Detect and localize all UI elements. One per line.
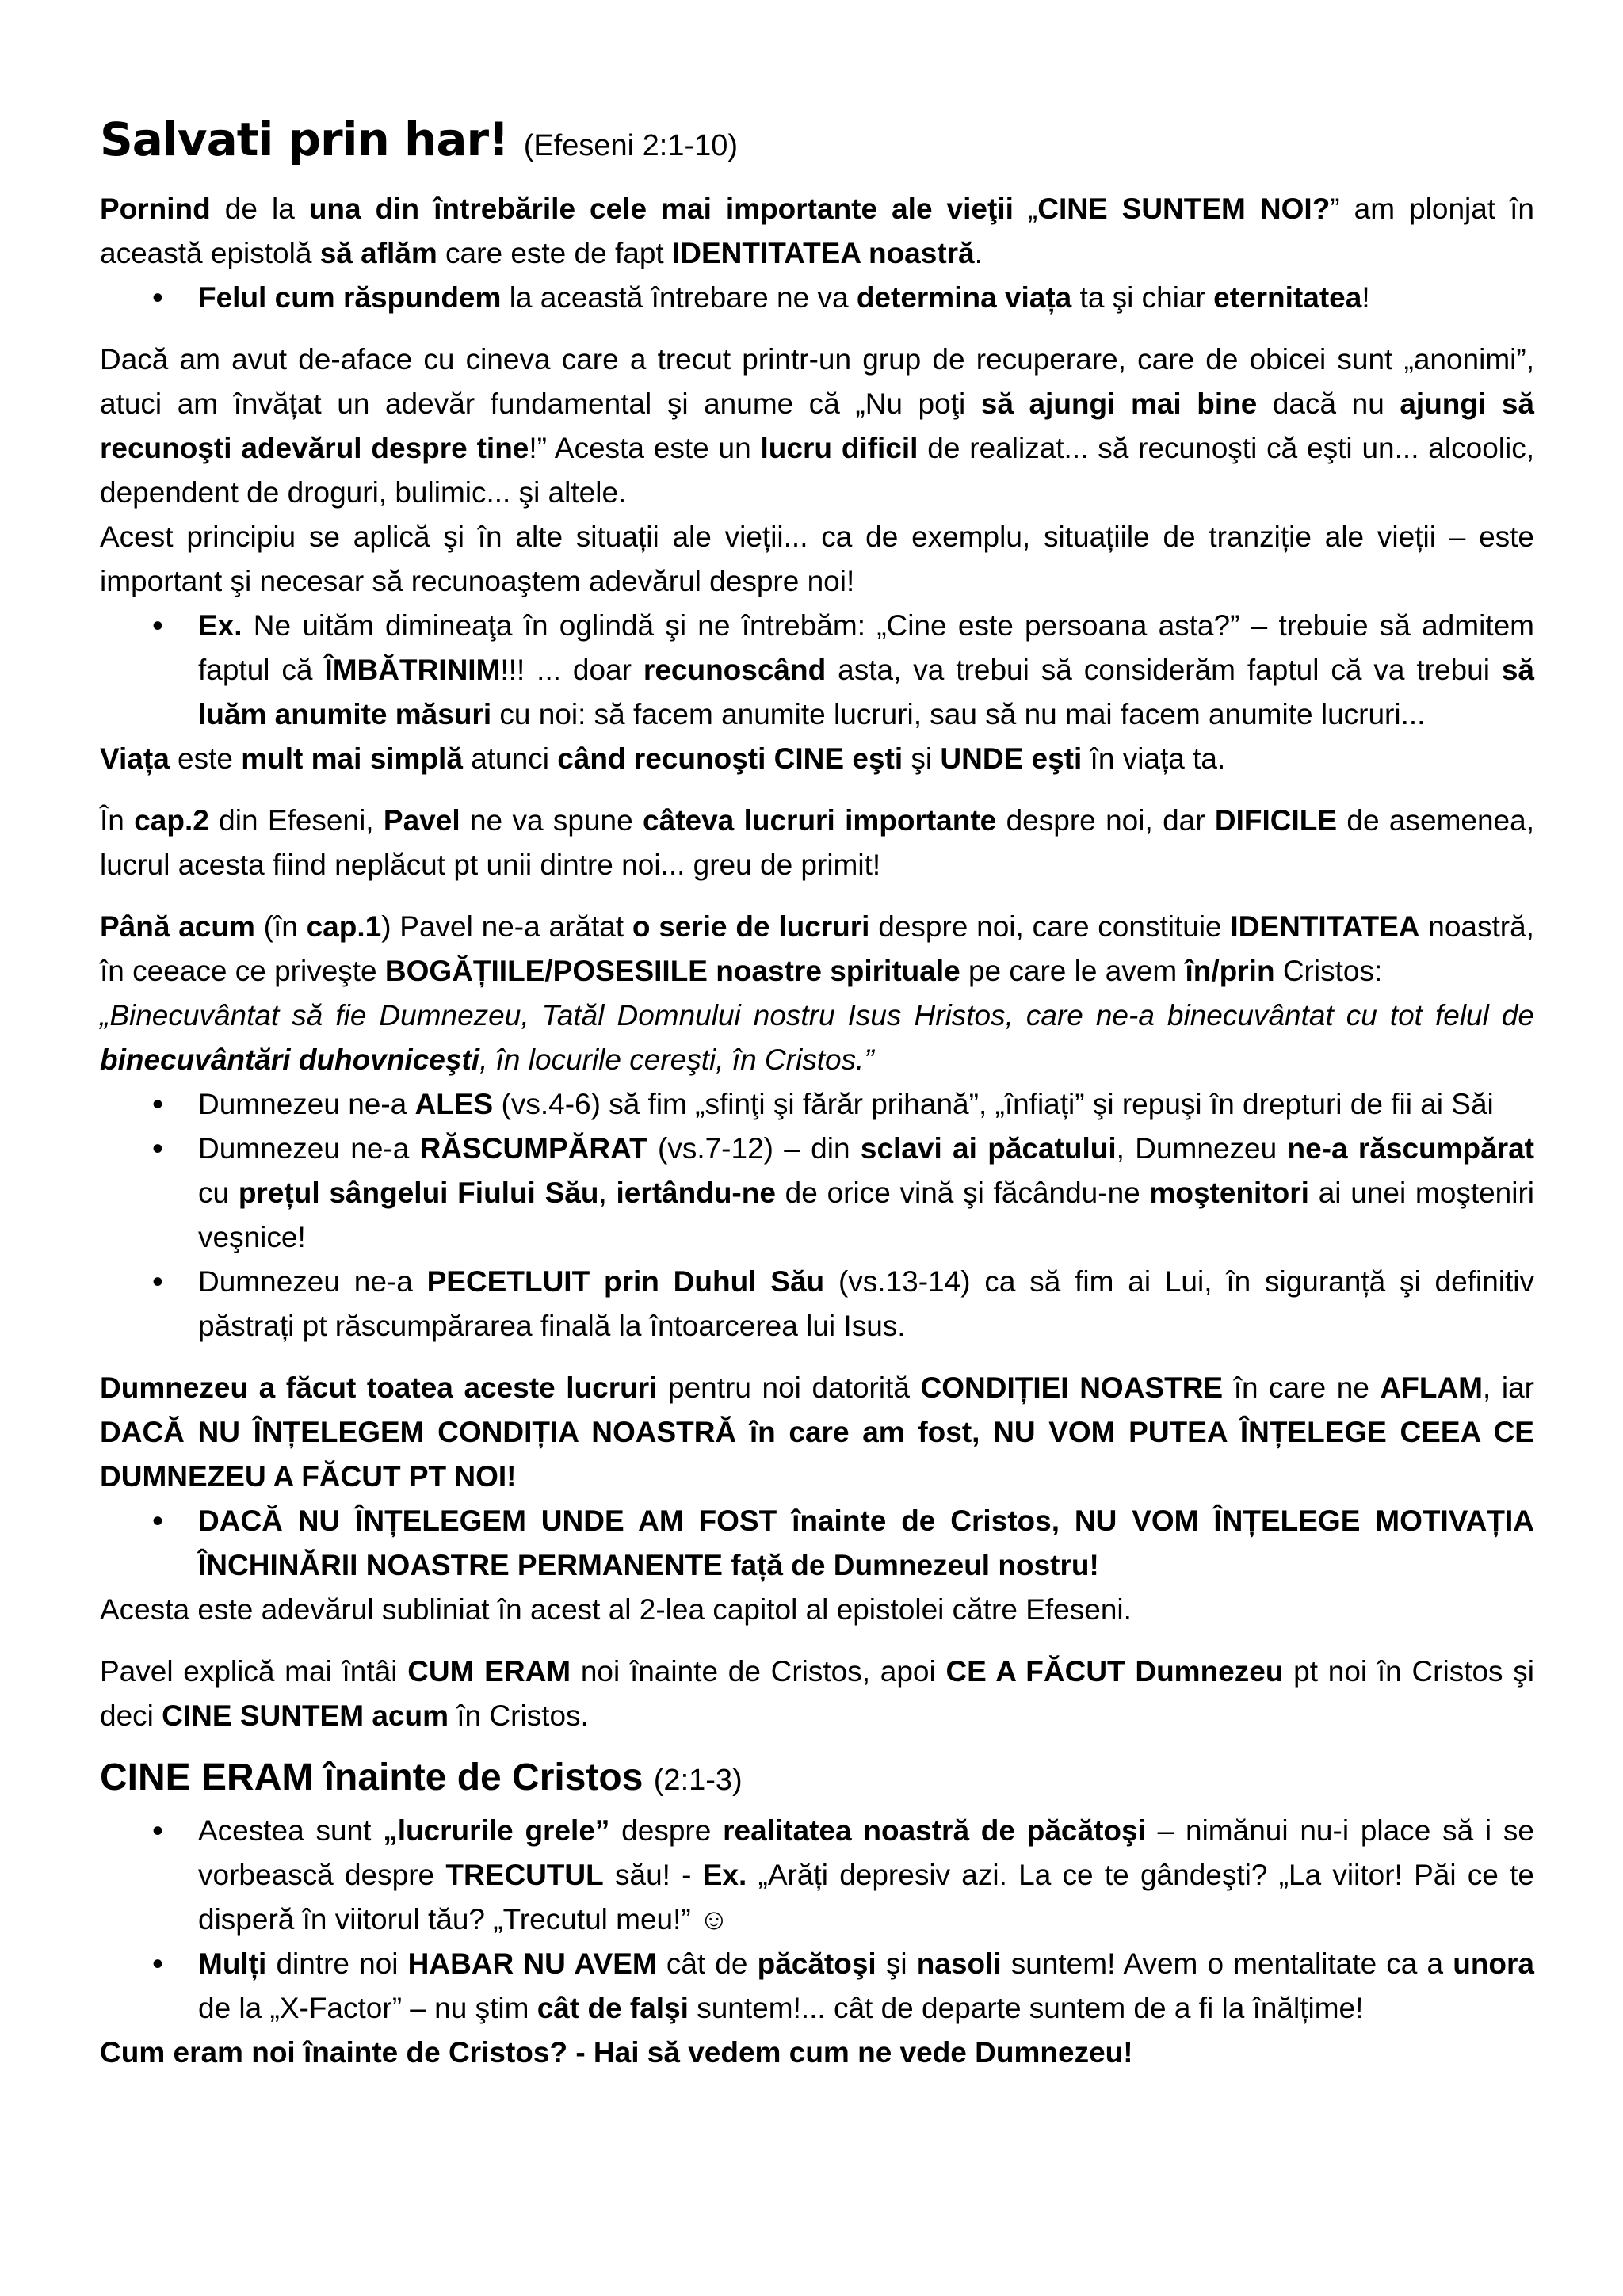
- paragraph: Viața este mult mai simplă atunci când recunoşti CINE eşti şi UNDE eşti în viața ta.: [100, 742, 1226, 775]
- bullet-item: • DACĂ NU ÎNȚELEGEM UNDE AM FOST înainte de Cristos, NU VOM ÎNȚELEGE MOTIVAȚIA ÎNCHINĂRII NOASTRE PERMANENTE față de Dumnezeul nostru!: [198, 1499, 1534, 1588]
- paragraph: Dacă am avut de-aface cu cineva care a trecut printr-un grup de recuperare, care de obicei sunt „anonimi”, atuci am învățat un adevăr fundamental şi anume că „Nu poţi să ajungi mai bine dacă nu ajungi să recunoşti adevărul despre tine!” Acesta este un lucru dificil de realizat... să recunoşti că eşti un... alcoolic, dependent de droguri, bulimic... şi altele.: [100, 343, 1534, 509]
- bullet-item: • Acestea sunt „lucrurile grele” despre realitatea noastră de păcătoşi – nimănui nu-i place să i se vorbească despre TRECUTUL său! - Ex. „Arăți depresiv azi. La ce te gândeşti? „La viitor! Păi ce te disperă în viitorul tău? „Trecutul meu!” ☺: [198, 1809, 1534, 1942]
- paragraph: Până acum (în cap.1) Pavel ne-a arătat o serie de lucruri despre noi, care constituie IDENTITATEA noastră, în ceeace ce priveşte BOGĂȚIILE/POSESIILE noastre spirituale pe care le avem în/prin Cristos:: [100, 910, 1534, 987]
- bullet-item: • Mulți dintre noi HABAR NU AVEM cât de păcătoşi şi nasoli suntem! Avem o mentalitate ca a unora de la „X-Factor” – nu ştim cât de falşi suntem!... cât de departe suntem de a fi la înălțime!: [198, 1942, 1534, 2031]
- document-body: [100, 187, 1534, 2075]
- bullet-item: • Dumnezeu ne-a ALES (vs.4-6) să fim „sfinţi şi fărăr prihană”, „înfiați” şi repuşi în drepturi de fii ai Săi: [198, 1082, 1534, 1127]
- bullet-list: [100, 1082, 1534, 1348]
- bullet-list: [100, 1499, 1534, 1588]
- paragraph: Cum eram noi înainte de Cristos? - Hai să vedem cum ne vede Dumnezeu!: [100, 2036, 1133, 2069]
- title-reference: (Efeseni 2:1-10): [523, 129, 739, 162]
- bullet-item: • Felul cum răspundem la această întrebare ne va determina viața ta şi chiar eternitatea!: [198, 276, 1534, 320]
- title-main: Salvati prin har!: [100, 113, 509, 166]
- section-heading: [100, 1753, 1534, 1806]
- paragraph: Dumnezeu a făcut toatea aceste lucruri pentru noi datorită CONDIȚIEI NOASTRE în care ne AFLAM, iar DACĂ NU ÎNȚELEGEM CONDIȚIA NOASTRĂ în care am fost, NU VOM PUTEA ÎNȚELEGE CEEA CE DUMNEZEU A FĂCUT PT NOI!: [100, 1371, 1535, 1493]
- paragraph: Pornind de la una din întrebările cele mai importante ale vieţii „CINE SUNTEM NOI?” am plonjat în această epistolă să aflăm care este de fapt IDENTITATEA noastră.: [100, 193, 1534, 269]
- bullet-item: • Ex. Ne uităm dimineaţa în oglindă şi ne întrebăm: „Cine este persoana asta?” – trebuie să admitem faptul că ÎMBĂTRINIM!!! ... doar recunoscând asta, va trebui să considerăm faptul că va trebui să luăm anumite măsuri cu noi: să facem anumite lucruri, sau să nu mai facem anumite lucruri...: [198, 604, 1534, 737]
- bullet-list: [100, 1809, 1534, 2031]
- section-heading-text: CINE ERAM înainte de Cristos: [100, 1756, 643, 1798]
- paragraph: Acesta este adevărul subliniat în acest al 2-lea capitol al epistolei către Efeseni.: [100, 1593, 1132, 1626]
- bullet-item: • Dumnezeu ne-a RĂSCUMPĂRAT (vs.7-12) – din sclavi ai păcatului, Dumnezeu ne-a răscumpărat cu prețul sângelui Fiului Său, iertându-ne de orice vină şi făcându-ne moştenitori ai unei moşteniri veşnice!: [198, 1127, 1534, 1260]
- paragraph: Pavel explică mai întâi CUM ERAM noi înainte de Cristos, apoi CE A FĂCUT Dumnezeu pt noi în Cristos şi deci CINE SUNTEM acum în Cristos.: [100, 1655, 1535, 1732]
- paragraph: În cap.2 din Efeseni, Pavel ne va spune câteva lucruri importante despre noi, dar DIFICILE de asemenea, lucrul acesta fiind neplăcut pt unii dintre noi... greu de primit!: [100, 804, 1534, 881]
- paragraph: Acest principiu se aplică şi în alte situații ale vieții... ca de exemplu, situațiile de tranziție ale vieții – este important şi necesar să recunoaştem adevărul despre noi!: [100, 521, 1534, 597]
- bullet-item: • Dumnezeu ne-a PECETLUIT prin Duhul Său (vs.13-14) ca să fim ai Lui, în siguranță şi definitiv păstrați pt răscumpărarea finală la întoarcerea lui Isus.: [198, 1260, 1534, 1348]
- page-title: [100, 106, 1534, 179]
- bullet-list: [100, 604, 1534, 737]
- bullet-list: [100, 276, 1534, 320]
- paragraph: „Binecuvântat să fie Dumnezeu, Tatăl Domnului nostru Isus Hristos, care ne-a binecuvântat cu tot felul de binecuvântări duhovniceşti, în locurile cereşti, în Cristos.”: [100, 999, 1534, 1076]
- document-page: [100, 106, 1534, 2075]
- section-heading-reference: (2:1-3): [653, 1764, 743, 1797]
